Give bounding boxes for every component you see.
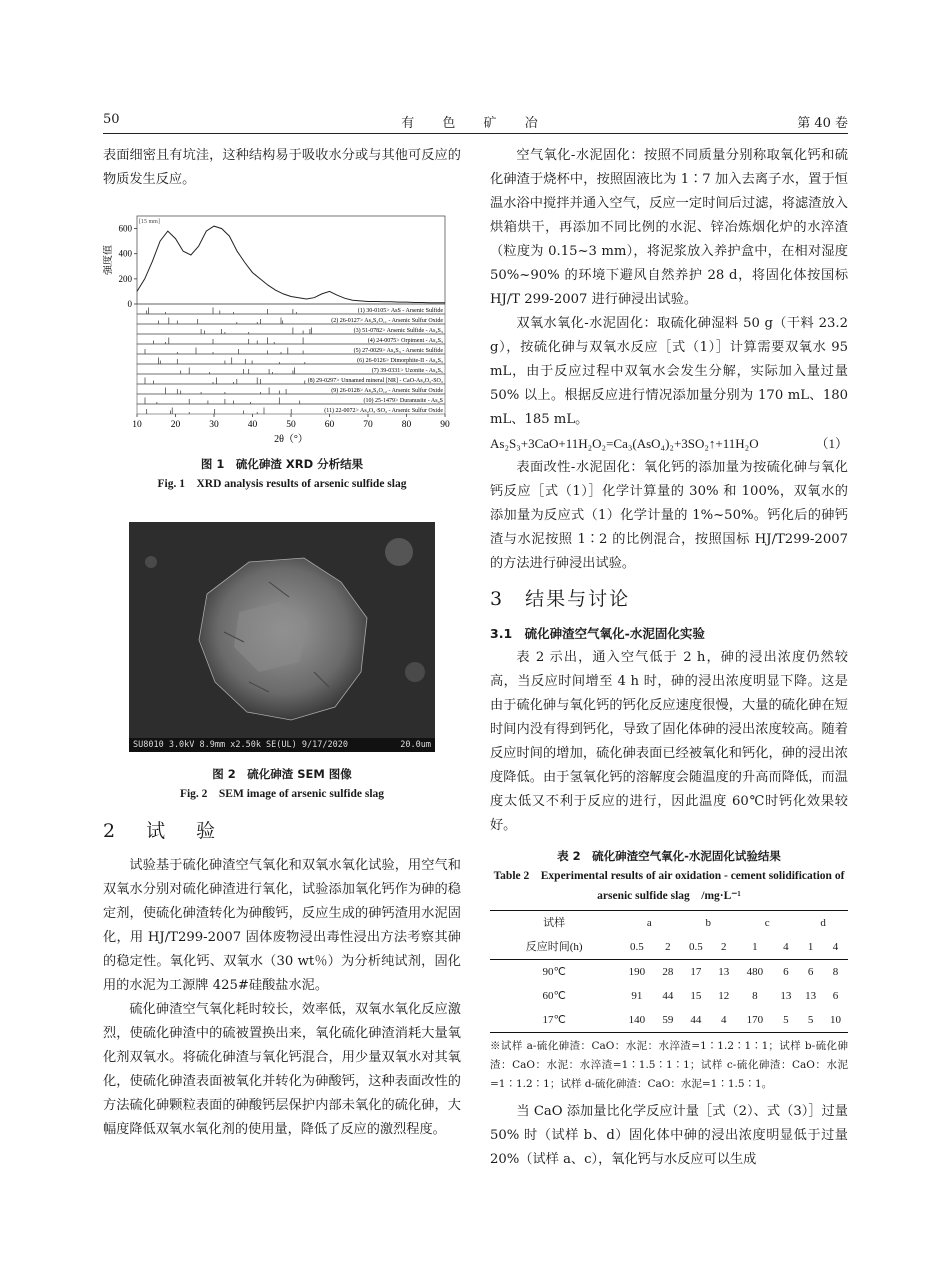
table-value-cell: 13	[805, 990, 817, 1002]
xrd-phase-label: (8) 29-0297> Unnamed mineral [NR] - CaO-As₂O₅-SO₃	[307, 378, 443, 384]
equation-1-formula: As₂S₃+3CaO+11H₂O₂=Ca₃(AsO₄)₂+3SO₂↑+11H₂O	[490, 436, 759, 451]
table-row	[490, 960, 848, 985]
table-header-sample-a: a	[618, 911, 680, 936]
table-value-cell: 13	[780, 990, 792, 1002]
intro-paragraph: 表面细密且有坑洼，这种结构易于吸收水分或与其他可反应的物质发生反应。	[103, 148, 461, 187]
table-temp-cell: 17℃	[490, 1008, 618, 1033]
table-time-cell: 1	[736, 935, 773, 960]
table-2-caption-zh: 表 2 硫化砷渣空气氧化-水泥固化试验结果	[557, 849, 781, 863]
xrd-phase-label: (9) 26-0128> As₂S₃O₁₂ - Arsenic Sulfur Oxide	[331, 388, 443, 394]
table-value-cell: 17	[690, 966, 702, 978]
air-oxidation-paragraph: 空气氧化-水泥固化：按照不同质量分别称取氧化钙和硫化砷渣于烧杯中，按照固液比为 1∶7 加入去离子水，置于恒温水浴中搅拌并通入空气，反应一定时间后过滤，将滤渣放入烘箱烘干，再添加不同比例的水泥、锌冶炼烟化炉的水淬渣（粒度为 0.15~3 mm），将泥浆放入养护盒中，在相对湿度 50%~90% 的环境下避风自然养护 28 d，将固化体按国标 HJ/T 299-2007 进行砷浸出试验。	[490, 148, 848, 307]
xrd-y-tick-label: 0	[127, 299, 132, 309]
figure-2-caption-zh: 图 2 硫化砷渣 SEM 图像	[212, 767, 352, 781]
table-value-cell: 5	[798, 1008, 823, 1033]
subsection-3-1-heading: 3.1 硫化砷渣空气氧化-水泥固化实验	[490, 626, 705, 641]
table-value-cell: 10	[823, 1008, 848, 1033]
equation-1	[490, 432, 848, 456]
xrd-x-tick-label: 10	[132, 420, 142, 430]
table-time-cell: 0.5	[618, 935, 655, 960]
table-header-sample-c: c	[736, 911, 798, 936]
table-value-cell: 8	[752, 990, 758, 1002]
table-value-cell: 8	[832, 966, 839, 978]
table-value-cell: 480	[746, 966, 764, 978]
table-temp-cell: 60℃	[542, 990, 566, 1002]
table-2-note: ※试样 a-硫化砷渣：CaO：水泥：水淬渣=1∶1.2∶1∶1；试样 b-硫化砷渣：CaO：水泥：水淬渣=1∶1.5∶1∶1；试样 c-硫化砷渣：CaO：水泥=1∶1.2∶1；试样 d-硫化砷渣：CaO：水泥=1∶1.5∶1。	[490, 1040, 848, 1090]
xrd-phase-label: (2) 26-0127> As₂S₂O₁₁ - Arsenic Sulfur Oxide	[331, 318, 443, 324]
table-row	[490, 984, 848, 1008]
table-time-cell: 2	[711, 935, 736, 960]
section-2-paragraph-1: 试验基于硫化砷渣空气氧化和双氧水氧化试验，用空气和双氧水分别对硫化砷渣进行氧化，试验添加氧化钙作为砷的稳定剂，使硫化砷渣转化为砷酸钙，反应生成的砷钙渣用水泥固化，用 HJ/T299-2007 固体废物浸出毒性浸出方法考察其砷的稳定性。氧化钙、双氧水（30 wt％）为分析纯试剂，固化用的水泥为工源牌 425#硅酸盐水泥。	[103, 858, 461, 993]
xrd-y-tick-label: 400	[118, 248, 132, 259]
table-time-cell: 4	[823, 935, 848, 960]
table-value-cell: 91	[631, 990, 643, 1002]
table-value-cell: 6	[783, 966, 789, 978]
xrd-phase-label: (10) 25-1479> Duranusite - As₄S	[363, 398, 443, 404]
table-value-cell: 28	[662, 966, 674, 978]
figure-1	[103, 210, 461, 494]
table-value-cell: 190	[628, 966, 646, 978]
table-header-sample-d: d	[798, 911, 848, 936]
xrd-y-axis-label: 强度值	[103, 245, 114, 275]
table-time-cell: 4	[773, 935, 798, 960]
xrd-x-tick-label: 90	[440, 420, 450, 430]
sem-image	[129, 522, 435, 752]
final-paragraph: 当 CaO 添加量比化学反应计量［式（2）、式（3）］过量 50% 时（试样 b、d）固化体中砷的浸出浓度明显低于过量 20%（试样 a、c），氧化钙与水反应可以生成	[490, 1104, 848, 1167]
xrd-x-tick-label: 80	[401, 420, 412, 430]
surface-modification-paragraph: 表面改性-水泥固化：氧化钙的添加量为按硫化砷与氧化钙反应［式（1）］化学计算量的 30% 和 100%，双氧水的添加量为反应式（1）化学计量的 1%~50%。钙化后的砷钙渣与水泥按照 1∶2 的比例混合，按照国标 HJ/T299-2007 的方法进行砷浸出试验。	[490, 460, 848, 571]
table-2-grid	[490, 910, 848, 1033]
xrd-x-tick-label: 70	[363, 420, 373, 430]
table-header-sample-b: b	[680, 911, 736, 936]
section-2-heading: 2 试 验	[103, 820, 222, 842]
table-value-cell: 12	[718, 990, 730, 1002]
volume-number: 第 40 卷	[797, 116, 848, 131]
equation-1-number: （1）	[815, 436, 848, 451]
table-value-cell: 5	[773, 1008, 798, 1033]
xrd-x-tick-label: 40	[247, 420, 258, 430]
table-time-cell: 1	[798, 935, 823, 960]
table-time-cell: 0.5	[680, 935, 711, 960]
table-value-cell: 140	[618, 1008, 655, 1033]
page-number: 50	[103, 112, 120, 127]
table-value-cell: 44	[680, 1008, 711, 1033]
xrd-chart	[103, 210, 461, 446]
xrd-phase-label: (4) 24-0075> Orpiment - As₂S₃	[367, 338, 443, 344]
xrd-x-tick-label: 20	[170, 420, 181, 430]
table-value-cell: 13	[718, 966, 730, 978]
xrd-phase-label: (11) 22-0072> As₂O₃·SO₃ - Arsenic Sulfur Oxide	[324, 408, 443, 414]
figure-2	[103, 522, 461, 804]
sem-particle-graphic	[129, 522, 435, 752]
section-2-paragraph-2: 硫化砷渣空气氧化耗时较长，效率低，双氧水氧化反应激烈，使硫化砷渣中的硫被置换出来，氧化硫化砷渣消耗大量氧化剂双氧水。将硫化砷渣与氧化钙混合，用少量双氧水对其氧化，使硫化砷渣表面被氧化并转化为砷酸钙，这种表面改性的方法硫化砷颗粒表面的砷酸钙层保护内部未氧化的硫化砷，大幅度降低双氧水氧化剂的使用量，降低了反应的激烈程度。	[103, 1002, 461, 1137]
table-value-cell: 4	[711, 1008, 736, 1033]
table-value-cell: 15	[690, 990, 702, 1002]
xrd-x-tick-label: 30	[209, 420, 219, 430]
sem-scale-bar: 20.0um	[400, 740, 431, 750]
figure-2-caption-en: Fig. 2 SEM image of arsenic sulfide slag	[179, 788, 385, 800]
table-row	[490, 1008, 848, 1033]
table-2-caption-en: Table 2 Experimental results of air oxidation - cement solidification of arsenic sulfide slag /mg·L⁻¹	[493, 870, 845, 902]
table-header-time: 反应时间(h)	[490, 935, 618, 960]
figure-1-caption-en: Fig. 1 XRD analysis results of arsenic sulfide slag	[157, 478, 407, 490]
xrd-x-tick-label: 50	[286, 420, 296, 430]
peroxide-oxidation-paragraph: 双氧水氧化-水泥固化：取硫化砷湿料 50 g（干料 23.2 g），按硫化砷与双氧水反应［式（1）］计算需要双氧水 95 mL，由于反应过程中双氧水会发生分解，实际加入量过量 50% 以上。根据反应进行情况添加量分别为 170 mL、180 mL、185 mL。	[490, 316, 848, 427]
xrd-y-tick-label: 200	[118, 273, 132, 284]
table-temp-cell: 90℃	[542, 966, 566, 978]
table-header-sample: 试样	[490, 911, 618, 936]
table-value-cell: 44	[662, 990, 674, 1002]
left-column	[103, 144, 461, 1142]
table-time-cell: 2	[656, 935, 681, 960]
journal-name: 有 色 矿 冶	[401, 116, 550, 131]
page-header	[103, 112, 848, 132]
section-3-heading: 3 结果与讨论	[490, 588, 631, 610]
header-rule	[103, 133, 848, 134]
xrd-corner-label: [15 mm]	[139, 219, 160, 225]
table-value-cell: 6	[832, 990, 839, 1002]
xrd-phase-label: (1) 30-0105> AsS - Arsenic Sulfide	[357, 308, 443, 314]
xrd-x-axis-label: 2θ（°）	[274, 434, 308, 445]
table-value-cell: 6	[807, 966, 814, 978]
results-paragraph: 表 2 示出，通入空气低于 2 h，砷的浸出浓度仍然较高，当反应时间增至 4 h 时，砷的浸出浓度明显下降。这是由于硫化砷与氧化钙的钙化反应速度很慢，大量的硫化砷在短时间内没有得到钙化，导致了固化体砷的浸出浓度较高。随着反应时间的增加，硫化砷表面已经被氧化和钙化，砷的浸出浓度降低。由于氢氧化钙的溶解度会随温度的升高而降低，而温度太低又不利于反应的进行，因此温度 60℃时钙化效果较好。	[490, 650, 848, 833]
xrd-x-tick-label: 60	[324, 420, 335, 430]
xrd-phase-label: (7) 39-0331> Uzonite - As₄S₅	[371, 368, 443, 374]
xrd-phase-label: (3) 51-0782> Arsenic Sulfide - As₄S₃	[353, 328, 443, 334]
table-value-cell: 170	[736, 1008, 773, 1033]
xrd-phase-label: (5) 27-0029> As₄S₃ - Arsenic Sulfide	[353, 348, 443, 354]
xrd-y-tick-label: 600	[118, 223, 132, 234]
sem-info-bar: SU8010 3.0kV 8.9mm x2.50k SE(UL) 9/17/2020	[129, 738, 435, 752]
table-2	[490, 846, 848, 1094]
table-value-cell: 59	[656, 1008, 681, 1033]
right-column	[490, 144, 848, 1172]
figure-1-caption-zh: 图 1 硫化砷渣 XRD 分析结果	[200, 457, 364, 471]
xrd-phase-label: (6) 26-0126> Dimorphite-II - As₄S₃	[357, 358, 443, 364]
